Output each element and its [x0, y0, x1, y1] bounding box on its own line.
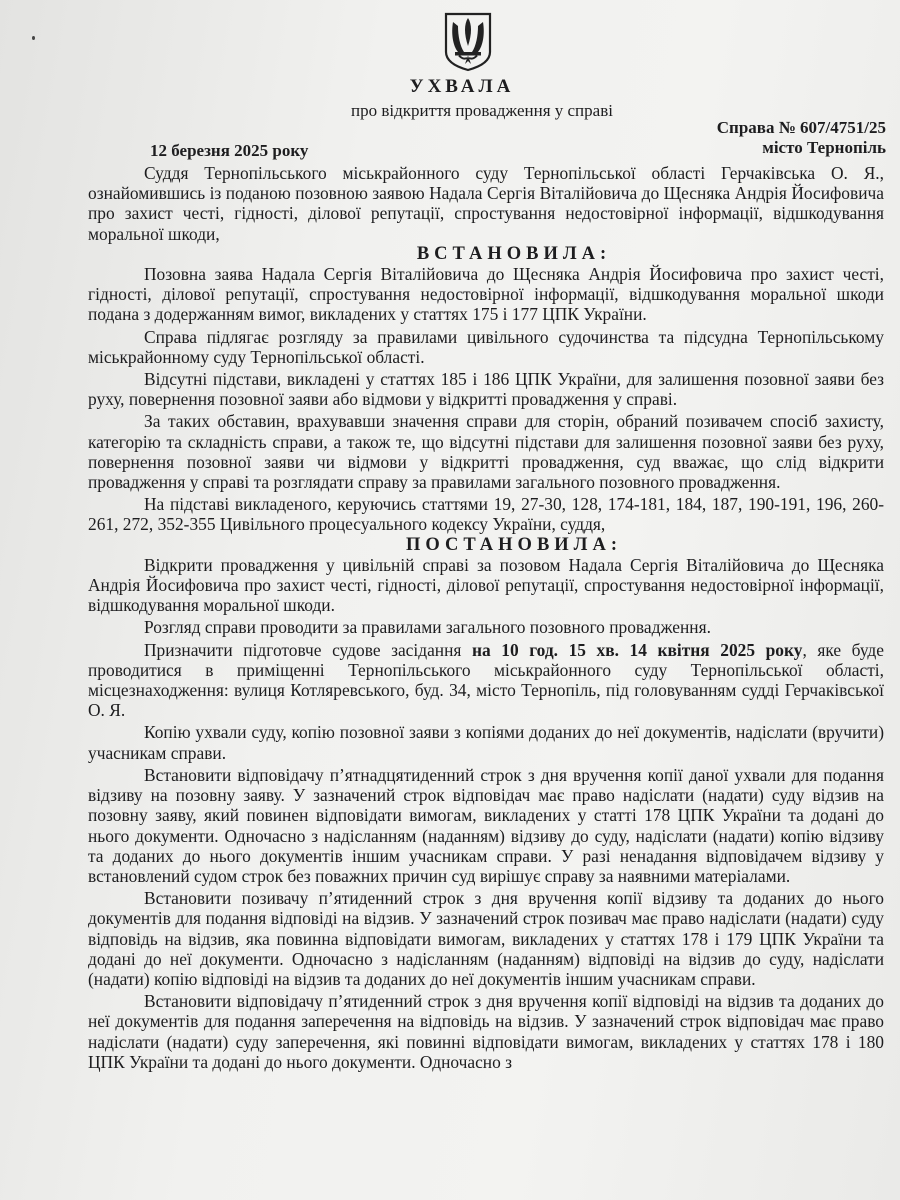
hearing-datetime: на 10 год. 15 хв. 14 квітня 2025 року	[471, 639, 803, 660]
intro-paragraph: Суддя Тернопільського міськрайонного суду Тернопільської області Герчаківська О. Я., ознайомившись із поданою позовною заявою Надала Сергія Віталійовича до Щесняка Андрія Йосифовича про захист честі, гідності, ділової репутації, спростування недостовірної інформації, відшкодування моральної шкоди,	[88, 163, 884, 244]
document-date: 12 березня 2025 року	[150, 141, 309, 160]
resolved-paragraph-6: Встановити позивачу п’ятиденний строк з дня вручення копії відзиву та доданих до нього документів для подання відповіді на відзив. У зазначений строк позивач має право надіслати (надати) суду відповідь на відзив, яка повинна відповідати вимогам, викладених у статтях 178 і 179 ЦПК України та додані до неї документи. Одночасно з надісланням (наданням) відповіді на відзив до суду, надіслати (надати) копію відповіді на відзив та доданих до неї документів іншим учасникам справи.	[88, 888, 884, 989]
established-paragraph-4: За таких обставин, врахувавши значення справи для сторін, обраний позивачем спосіб захисту, категорію та складність справи, а також те, що відсутні підстави для залишення позовної заяви без руху, повернення позовної заяви чи відмови у відкритті провадження, суд вважає, що слід відкрити провадження у справі та розглядати справу за правилами загального позовного провадження.	[88, 411, 884, 493]
hearing-text-before: Призначити підготовче судове засідання	[144, 639, 472, 660]
document-title: УХВАЛА	[409, 76, 515, 97]
document-body	[88, 163, 884, 1072]
established-paragraph-3: Відсутні підстави, викладені у статтях 185 і 186 ЦПК України, для залишення позовної заяви без руху, повернення позовної заяви або відмови у відкритті провадження у справі.	[88, 369, 884, 410]
resolved-paragraph-7: Встановити відповідачу п’ятиденний строк з дня вручення копії відповіді на відзив та доданих до неї документів для подання заперечення на відповідь на відзив. У зазначений строк відповідач має право надіслати (надати) суду заперечення, які повинні відповідати вимогам, викладених у статтях 178 і 180 ЦПК України та додані до нього документи. Одночасно з	[88, 991, 884, 1072]
established-paragraph-5: На підставі викладеного, керуючись статтями 19, 27-30, 128, 174-181, 184, 187, 190-191, 196, 260-261, 272, 352-355 Цивільного процесуального кодексу України, суддя,	[88, 494, 884, 535]
resolved-paragraph-4: Копію ухвали суду, копію позовної заяви з копіями доданих до неї документів, надіслати (вручити) учасникам справи.	[88, 722, 884, 763]
section-heading-resolved: ПОСТАНОВИЛА:	[406, 534, 622, 555]
established-paragraph-1: Позовна заява Надала Сергія Віталійовича до Щесняка Андрія Йосифовича про захист честі, гідності, ділової репутації, спростування недостовірної інформації, відшкодування моральної шкоди подана з додержанням вимог, викладених у статтях 175 і 177 ЦПК України.	[88, 264, 884, 325]
resolved-paragraph-5: Встановити відповідачу п’ятнадцятиденний строк з дня вручення копії даної ухвали для подання відзиву на позовну заяву. У зазначений строк відповідач має право надіслати (надати) суду відзив на позовну заяву, який повинен відповідати вимогам, викладених у статті 178 ЦПК України та додані до нього документи. Одночасно з надісланням (наданням) відзиву до суду, надіслати (надати) копію відзиву та доданих до нього документів іншим учасникам справи. У разі ненадання відповідачем відзиву у встановлений судом строк без поважних причин суд вирішує справу за наявними матеріалами.	[88, 764, 884, 886]
hearing-text-after: , яке буде проводитися в приміщенні Тернопільського міськрайонного суду Тернопільської області, місцезнаходження: вулиця Котляревського, буд. 34, місто Тернопіль, під головуванням судді Герчаківської О. Я.	[88, 639, 884, 721]
established-paragraph-2: Справа підлягає розгляду за правилами цивільного судочинства та підсудна Тернопільському міськрайонному суду Тернопільської області.	[88, 326, 884, 367]
paper-speck	[32, 36, 35, 40]
document-subtitle: про відкриття провадження у справі	[351, 101, 613, 120]
case-number: Справа № 607/4751/25	[716, 118, 886, 137]
resolved-paragraph-3	[88, 640, 884, 721]
trident-emblem-icon	[443, 12, 493, 72]
resolved-paragraph-2: Розгляд справи проводити за правилами загального позовного провадження.	[144, 617, 711, 638]
resolved-paragraph-1: Відкрити провадження у цивільній справі за позовом Надала Сергія Віталійовича до Щесняка Андрія Йосифовича про захист честі, гідності, ділової репутації, спростування недостовірної інформації, відшкодування моральної шкоди.	[88, 554, 884, 616]
document-city: місто Тернопіль	[762, 138, 886, 157]
section-heading-established: ВСТАНОВИЛА:	[416, 243, 612, 264]
